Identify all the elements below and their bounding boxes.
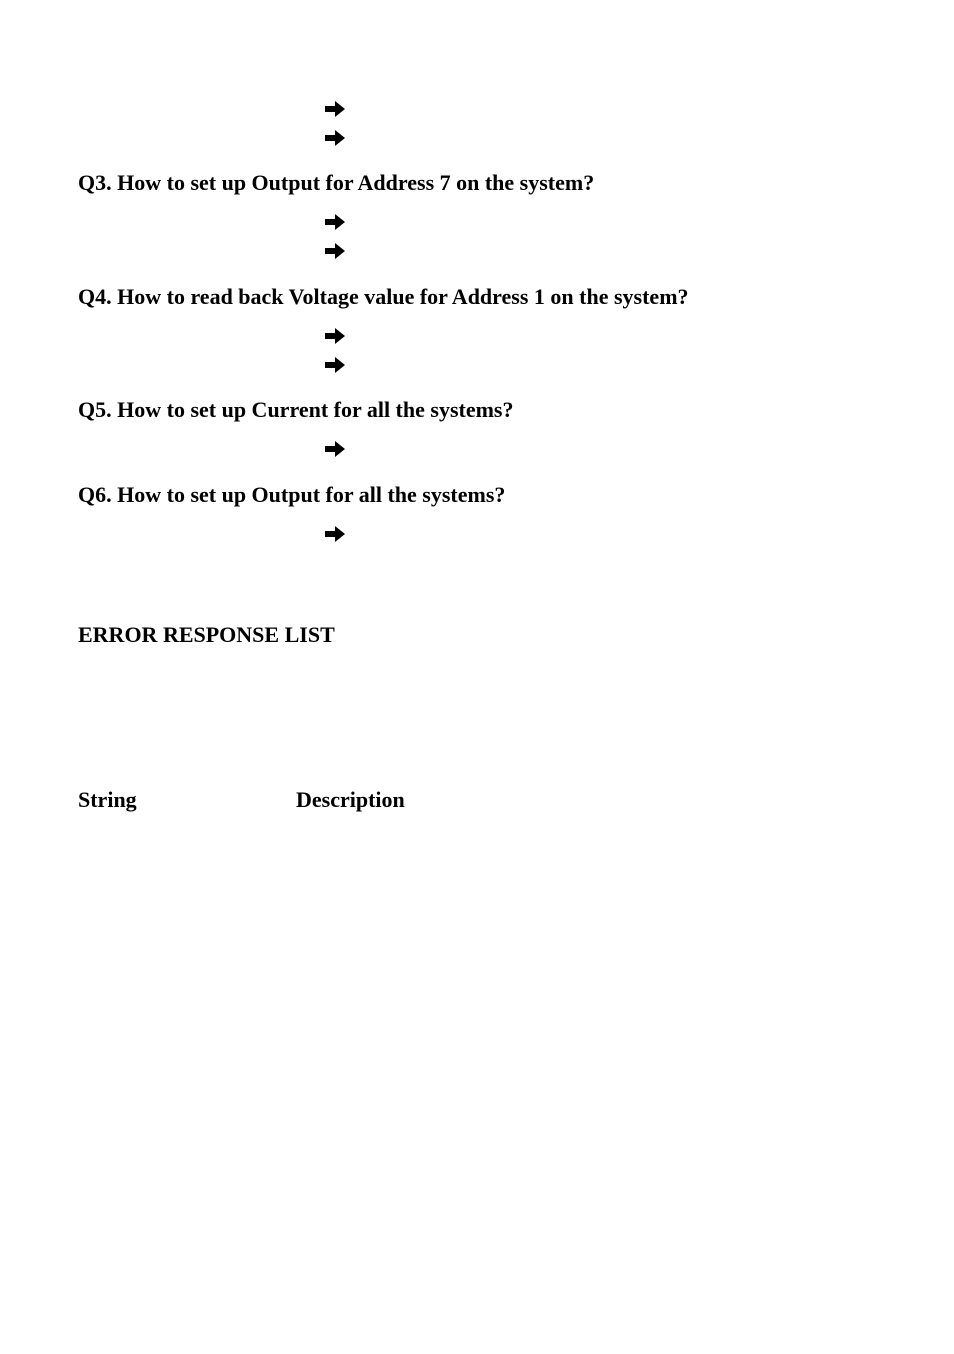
question-heading-q4: Q4. How to read back Voltage value for Address 1 on the system? bbox=[78, 284, 689, 309]
right-arrow-icon bbox=[323, 127, 349, 149]
right-arrow-icon bbox=[323, 211, 349, 233]
table-header-description: Description bbox=[296, 787, 405, 812]
right-arrow-icon bbox=[323, 240, 349, 262]
question-heading-q5: Q5. How to set up Current for all the systems? bbox=[78, 397, 514, 422]
right-arrow-icon bbox=[323, 98, 349, 120]
right-arrow-icon bbox=[323, 523, 349, 545]
table-header-string: String bbox=[78, 787, 137, 812]
question-heading-q3: Q3. How to set up Output for Address 7 on the system? bbox=[78, 170, 595, 195]
section-title: ERROR RESPONSE LIST bbox=[78, 622, 335, 647]
right-arrow-icon bbox=[323, 325, 349, 347]
right-arrow-icon bbox=[323, 354, 349, 376]
right-arrow-icon bbox=[323, 438, 349, 460]
question-heading-q6: Q6. How to set up Output for all the systems? bbox=[78, 482, 506, 507]
